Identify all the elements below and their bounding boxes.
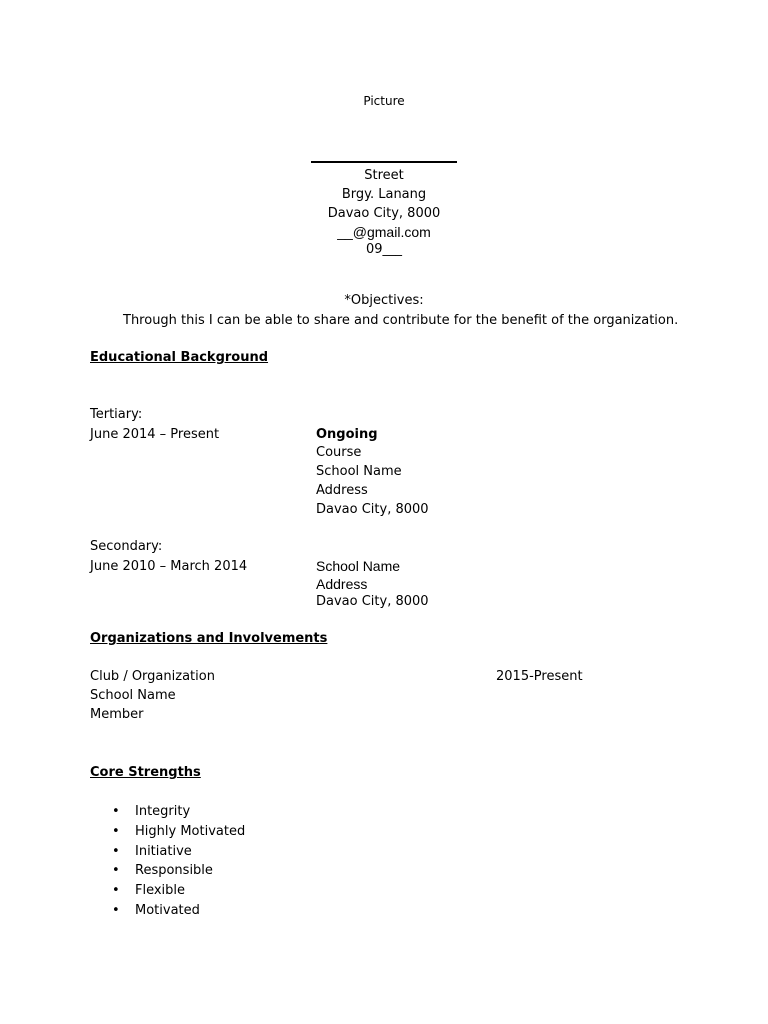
tertiary-dates: June 2014 – Present — [90, 427, 220, 442]
address-city: Davao City, 8000 — [327, 206, 441, 221]
picture-placeholder-label: Picture — [363, 94, 405, 108]
secondary-label: Secondary: — [90, 539, 163, 554]
secondary-school: School Name — [316, 558, 401, 574]
tertiary-city: Davao City, 8000 — [316, 502, 429, 517]
list-item — [112, 861, 245, 881]
organizations-heading: Organizations and Involvements — [90, 631, 328, 646]
list-item — [112, 842, 245, 862]
tertiary-course: Course — [316, 445, 362, 460]
strength-label: Motivated — [135, 902, 200, 918]
strength-label: Responsible — [135, 863, 213, 879]
education-heading: Educational Background — [90, 350, 269, 365]
email-address: __@gmail.com — [337, 224, 431, 240]
secondary-dates: June 2010 – March 2014 — [90, 559, 248, 574]
address-street: Street — [364, 168, 404, 183]
secondary-address: Address — [316, 576, 368, 592]
strength-label: Highly Motivated — [135, 823, 246, 839]
name-blank-line — [311, 161, 457, 163]
list-item — [112, 901, 245, 921]
tertiary-school: School Name — [316, 464, 402, 479]
list-item — [112, 881, 245, 901]
tertiary-label: Tertiary: — [90, 407, 143, 422]
bullet-icon: • — [112, 843, 120, 859]
strengths-list — [112, 802, 245, 921]
bullet-icon: • — [112, 823, 120, 839]
organization-school: School Name — [90, 688, 176, 703]
objectives-heading: *Objectives: — [344, 293, 424, 308]
phone-number: 09___ — [365, 242, 403, 257]
tertiary-status: Ongoing — [316, 427, 378, 442]
strength-label: Initiative — [135, 843, 192, 859]
organization-role: Member — [90, 707, 144, 722]
address-barangay: Brgy. Lanang — [341, 187, 427, 202]
bullet-icon: • — [112, 804, 120, 819]
bullet-icon: • — [112, 902, 120, 918]
tertiary-address: Address — [316, 483, 368, 498]
organization-period: 2015-Present — [496, 669, 583, 684]
strength-label: Integrity — [135, 804, 191, 819]
organization-name: Club / Organization — [90, 669, 215, 684]
objectives-text: Through this I can be able to share and contribute for the benefit of the organization. — [123, 313, 679, 328]
list-item — [112, 822, 245, 842]
strength-label: Flexible — [135, 883, 186, 899]
bullet-icon: • — [112, 883, 120, 899]
bullet-icon: • — [112, 863, 120, 879]
secondary-city: Davao City, 8000 — [316, 594, 429, 609]
strengths-heading: Core Strengths — [90, 765, 201, 780]
list-item — [112, 802, 245, 822]
